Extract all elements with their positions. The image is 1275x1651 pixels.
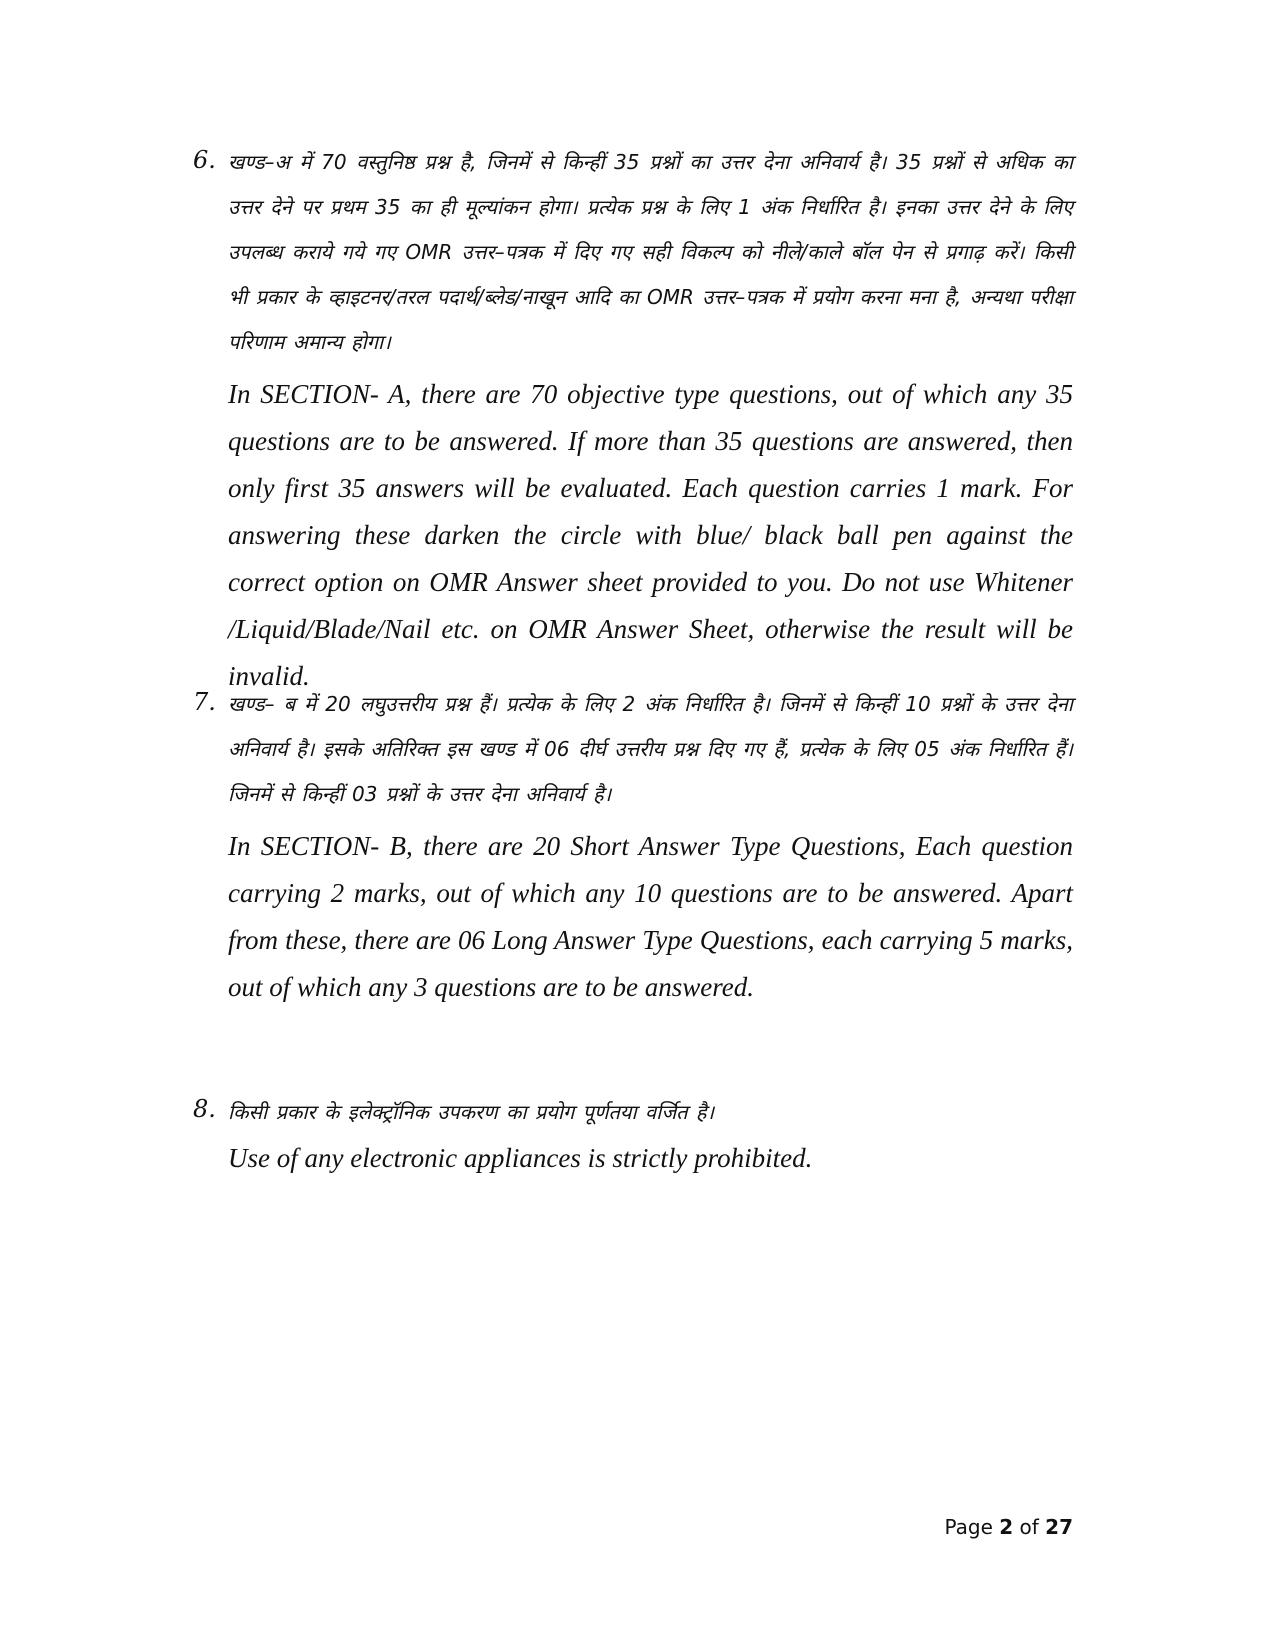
instruction-hindi-text: खण्ड–अ में 70 वस्तुनिष्ठ प्रश्न है, जिनमें से किन्हीं 35 प्रश्नों का उत्तर देना अनिवार्य है। 35 प्रश्नों से अधिक का उत्तर देने पर प्रथम 35 का ही मूल्यांकन होगा। प्रत्येक प्रश्न के लिए 1 अंक निर्धारित है। इनका उत्तर देने के लिए उपलब्ध कराये गये गए OMR उत्तर–पत्रक में दिए गए सही विकल्प को नीले/काले बॉल पेन से प्रगाढ़ करें। किसी भी प्रकार के व्हाइटनर/तरल पदार्थ/ब्लेड/नाखून आदि का OMR उत्तर–पत्रक में प्रयोग करना मना है, अन्यथा परीक्षा परिणाम अमान्य होगा। <box>228 150 1073 354</box>
instruction-hindi-text: किसी प्रकार के इलेक्ट्रॉनिक उपकरण का प्रयोग पूर्णतया वर्जित है। <box>228 1100 715 1124</box>
of-label: of <box>1019 1515 1039 1539</box>
current-page-number: 2 <box>999 1515 1014 1539</box>
page-number-footer <box>944 1513 1073 1541</box>
total-pages-number: 27 <box>1045 1515 1073 1539</box>
instruction-number: 8. <box>193 1095 216 1123</box>
instruction-6 <box>193 140 1073 700</box>
instruction-english-text: In SECTION- B, there are 20 Short Answer Type Questions, Each question carrying 2 marks, out of which any 10 questions are to be answered. Apart from these, there are 06 Long Answer Type Questions, each carrying 5 marks, out of which any 3 questions are to be answered. <box>228 831 1073 1002</box>
page-label: Page <box>944 1515 993 1539</box>
instruction-number: 6. <box>193 146 216 174</box>
instruction-english-text: Use of any electronic appliances is strictly prohibited. <box>228 1143 813 1173</box>
instruction-8 <box>193 1089 1073 1182</box>
instruction-7 <box>193 682 1073 1011</box>
instruction-hindi-text: खण्ड– ब में 20 लघुउत्तरीय प्रश्न हैं। प्रत्येक के लिए 2 अंक निर्धारित है। जिनमें से किन्हीं 10 प्रश्नों के उत्तर देना अनिवार्य है। इसके अतिरिक्त इस खण्ड में 06 दीर्घ उत्तरीय प्रश्न दिए गए हैं, प्रत्येक के लिए 05 अंक निर्धारित हैं। जिनमें से किन्हीं 03 प्रश्नों के उत्तर देना अनिवार्य है। <box>228 692 1073 806</box>
instruction-number: 7. <box>193 688 216 716</box>
instruction-english-text: In SECTION- A, there are 70 objective type questions, out of which any 35 questions are to be answered. If more than 35 questions are answered, then only first 35 answers will be evaluated. Each question carries 1 mark. For answering these darken the circle with blue/ black ball pen against the correct option on OMR Answer sheet provided to you. Do not use Whitener /Liquid/Blade/Nail etc. on OMR Answer Sheet, otherwise the result will be invalid. <box>228 379 1073 691</box>
